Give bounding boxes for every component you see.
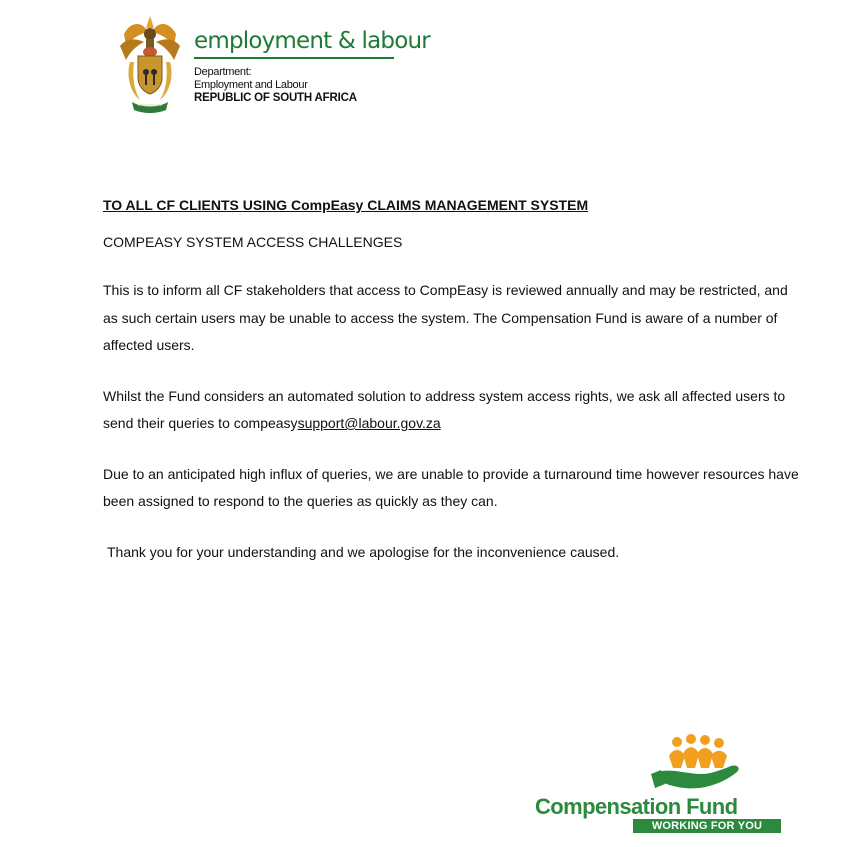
compensation-fund-tagline: WORKING FOR YOU [633, 819, 781, 833]
notice-heading: TO ALL CF CLIENTS USING CompEasy CLAIMS MANAGEMENT SYSTEM [103, 197, 589, 213]
paragraph-access-review: This is to inform all CF stakeholders that access to CompEasy is reviewed annually and may be restricted, and as such certain users may be unable to access the system. The Compensation Fund is aware of a number of affected users. [103, 282, 788, 353]
country-name: REPUBLIC OF SOUTH AFRICA [194, 92, 357, 104]
department-title: employment & labour [194, 28, 430, 54]
support-email-link[interactable]: support@labour.gov.za [297, 415, 441, 431]
notice-body [103, 195, 803, 566]
coat-of-arms-icon [116, 12, 184, 116]
letterhead-divider [194, 57, 394, 59]
paragraph-send-queries [103, 383, 803, 438]
compensation-fund-logo [533, 734, 783, 834]
department-letterhead [194, 26, 430, 105]
paragraph-thank-you: Thank you for your understanding and we apologise for the inconvenience caused. [107, 543, 620, 560]
department-name: Employment and Labour [194, 79, 308, 91]
notice-subheading: COMPEASY SYSTEM ACCESS CHALLENGES [103, 234, 403, 250]
compensation-fund-name: Compensation Fund [535, 794, 738, 819]
people-in-hand-icon [651, 734, 747, 794]
department-label: Department: [194, 66, 252, 78]
paragraph-turnaround: Due to an anticipated high influx of queries, we are unable to provide a turnaround time however resources have been assigned to respond to the queries as quickly as they can. [103, 465, 799, 509]
paragraph-send-queries-text: Whilst the Fund considers an automated solution to address system access rights, we ask all affected users to send their queries to compeasy [103, 387, 786, 431]
